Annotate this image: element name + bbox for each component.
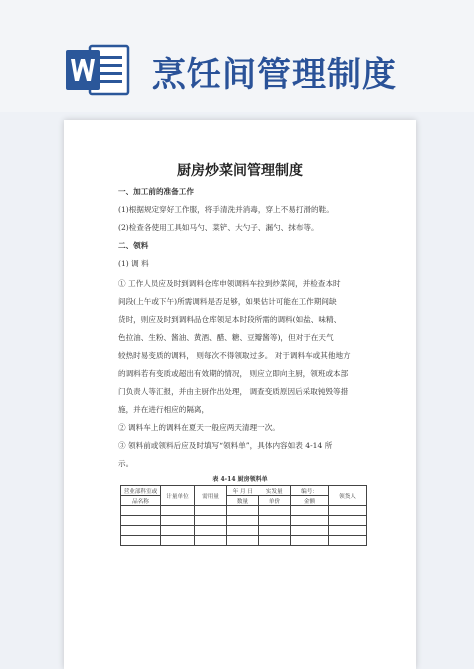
text-line: ① 工作人员应及时到调料仓库申领调料车拉到炒菜间，并检查本时 — [118, 279, 341, 288]
table-cell — [291, 506, 329, 516]
text-line: 色拉油、生粉、酱油、黄酒、醋、糖、豆瓣酱等)，但对于在天气 — [118, 333, 334, 342]
text-line: 示。 — [118, 459, 134, 468]
table-cell — [121, 506, 161, 516]
table-cell — [227, 536, 259, 546]
text-line: 施，并在进行相应的隔离， — [118, 405, 210, 414]
text-line: (1)根据规定穿好工作服，将手清洗并消毒，穿上不易打滑的鞋。 — [118, 205, 334, 214]
table-cell — [121, 516, 161, 526]
table-caption: 表 4-14 厨房领料单 — [212, 476, 268, 483]
table-cell — [195, 526, 227, 536]
table-cell — [161, 526, 195, 536]
text-line: 货时，则应及时到调料品仓库领足本时段所需的调料(如盐、味精、 — [118, 315, 342, 324]
table-cell — [291, 526, 329, 536]
table-cell — [195, 516, 227, 526]
table-cell — [195, 536, 227, 546]
table-cell — [227, 506, 259, 516]
word-document-icon — [64, 40, 130, 100]
table-header-cell: 计量单位 — [161, 486, 195, 506]
table-cell — [329, 506, 367, 516]
table-cell — [259, 516, 291, 526]
table-header-cell: 年 月 日 — [227, 486, 259, 496]
table-cell — [161, 516, 195, 526]
text-line: (1) 调 料 — [118, 259, 149, 268]
table-header-cell: 单价 — [259, 496, 291, 506]
table-row — [121, 506, 367, 516]
table-cell — [291, 536, 329, 546]
table-cell — [329, 536, 367, 546]
text-line: ② 调料车上的调料在夏天一般应两天清理一次。 — [118, 423, 280, 432]
table-cell — [227, 516, 259, 526]
table-row — [121, 516, 367, 526]
table-cell — [161, 536, 195, 546]
table-row — [121, 526, 367, 536]
table-header-cell: 营业部科室或 — [121, 486, 161, 496]
table-cell — [195, 506, 227, 516]
table-cell — [291, 516, 329, 526]
table-cell — [259, 526, 291, 536]
table-header-cell: 编号： — [291, 486, 329, 496]
document-page — [64, 120, 416, 669]
table-cell — [121, 526, 161, 536]
table-header-cell: 品名称 — [121, 496, 161, 506]
table-row — [121, 536, 367, 546]
table-header-cell: 领货人 — [329, 486, 367, 506]
text-line: 间段(上午或下午)所需调料是否足够，如果估计可能在工作期间缺 — [118, 297, 337, 306]
table-cell — [227, 526, 259, 536]
table-header-cell: 金额 — [291, 496, 329, 506]
table-cell — [329, 516, 367, 526]
table-header-cell: 数量 — [227, 496, 259, 506]
banner-title: 烹饪间管理制度 — [152, 55, 397, 95]
text-line: 门负责人等汇报，并由主厨作出处理， 调查变质原因后采取钝毁等措 — [118, 387, 349, 396]
table-cell — [329, 526, 367, 536]
table-header-cell: 需用量 — [195, 486, 227, 506]
table-cell — [161, 506, 195, 516]
text-line: 较热时易变质的调料， 则每次不得领取过多。 对于调料车或其他地方 — [118, 351, 351, 360]
banner — [0, 0, 474, 112]
table-cell — [121, 536, 161, 546]
section-heading: 二、领料 — [118, 241, 149, 250]
requisition-table — [120, 485, 367, 546]
text-line: (2)检查各使用工具如马勺、菜铲、大勺子、漏勺、抹布等。 — [118, 223, 319, 232]
text-line: ③ 领料前或领料后应及时填写“领料单”，具体内容如表 4-14 所 — [118, 441, 333, 450]
table-header-cell: 实发量 — [259, 486, 291, 496]
table-cell — [259, 506, 291, 516]
text-line: 的调料若有变质或超出有效期的情况， 则应立即向主厨，领班或本部 — [118, 369, 349, 378]
section-heading: 一、加工前的准备工作 — [118, 187, 194, 196]
page-heading: 厨房炒菜间管理制度 — [177, 163, 303, 179]
table-row — [121, 486, 367, 496]
table-cell — [259, 536, 291, 546]
